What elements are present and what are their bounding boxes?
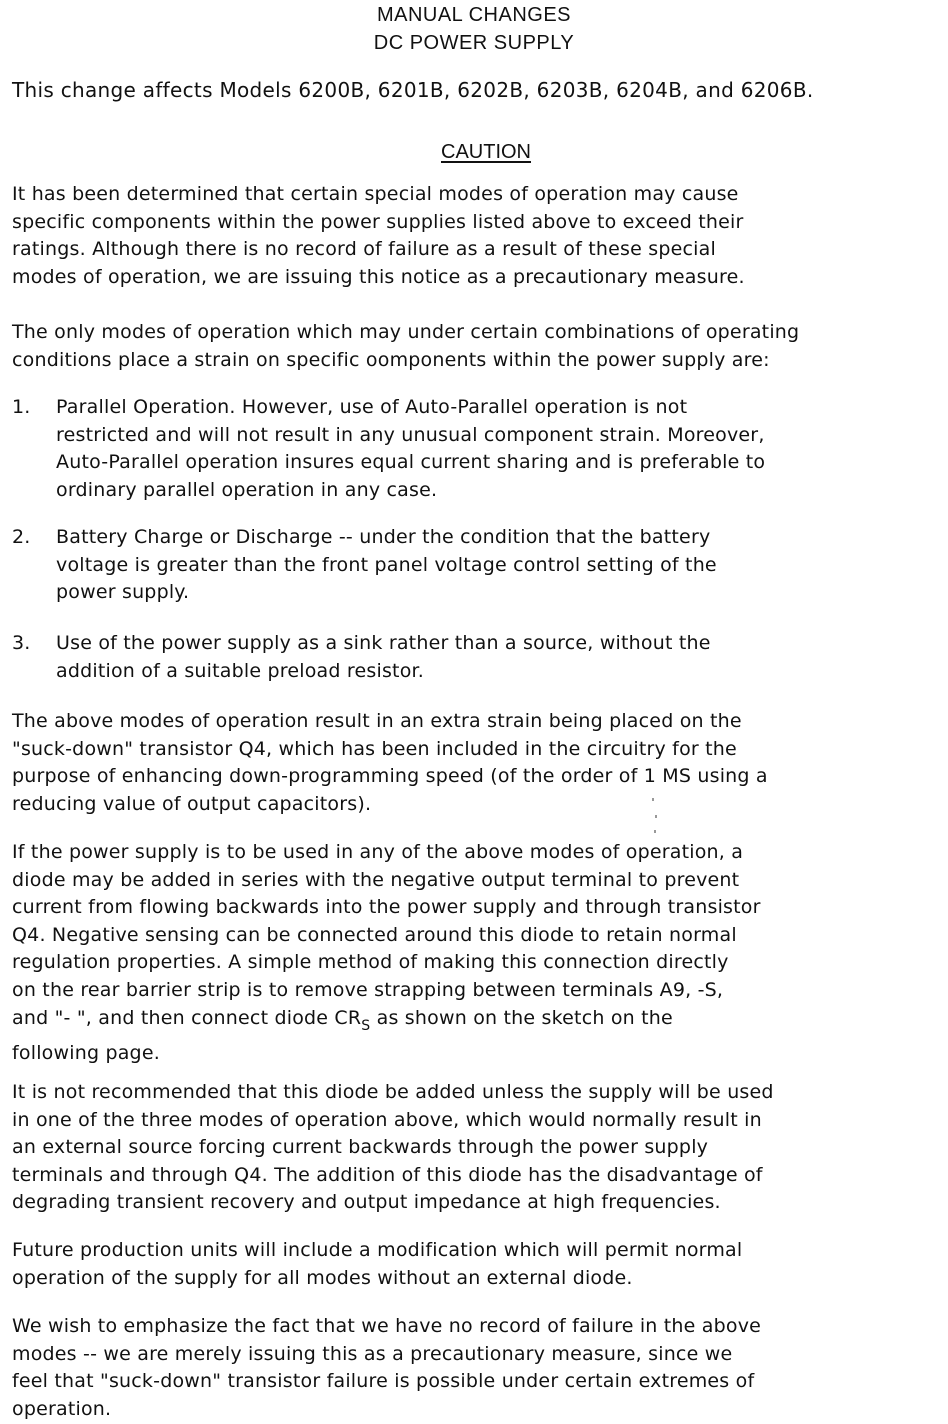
scan-speck [652, 798, 654, 801]
scan-speck [655, 815, 657, 818]
paragraph-diode-fix: If the power supply is to be used in any of the above modes of operation, a diode may be added in series with the negative output terminal to prevent current from flowing backwards into the power supply and through transistor Q4. Negative sensing can be connected around this diode to retain normal regulation properties. A simple method of making this connection directly on the rear barrier strip is to remove strapping between terminals A9, -S, and "- ", and then connect diode $CR_S$ as shown on the sketch on the following page. [12, 841, 761, 1065]
paragraph-future-production: Future production units will include a modification which will permit normal operation of the supply for all modes without an external diode. [12, 1239, 743, 1289]
paragraph-determination: It has been determined that certain special modes of operation may cause specific components within the power supplies listed above to exceed their ratings. Although there is no record of failure as a result of these special modes of operation, we are issuing this notice as a precautionary measure. [12, 183, 745, 288]
caution-heading: CAUTION [441, 141, 531, 163]
header-title: MANUAL CHANGES [376, 4, 572, 26]
list-item-number: 2. [12, 526, 31, 548]
diode-subscript: S [361, 1017, 371, 1034]
paragraph-modes-intro: The only modes of operation which may under certain combinations of operating conditions place a strain on specific oomponents within the power supply are: [12, 321, 800, 371]
list-item-number: 3. [12, 632, 31, 654]
paragraph-recommendation: It is not recommended that this diode be added unless the supply will be used in one of the three modes of operation above, which would normally result in an external source forcing current backwards through the power supply terminals and through Q4. The addition of this diode has the disadvantage of degrading transient recovery and output impedance at high frequencies. [12, 1081, 774, 1214]
paragraph-strain: The above modes of operation result in an extra strain being placed on the "suck-down" transistor Q4, which has been included in the circuitry for the purpose of enhancing down-programming speed (of the order of 1 MS using a reducing value of output capacitors). [12, 710, 768, 815]
affected-models: This change affects Models 6200B, 6201B, 6202B, 6203B, 6204B, and 6206B. [12, 78, 814, 102]
list-item-number: 1. [12, 396, 31, 418]
paragraph-emphasis: We wish to emphasize the fact that we have no record of failure in the above modes -- we are merely issuing this as a precautionary measure, since we feel that "suck-down" transistor failure is possible under certain extremes of operation. [12, 1315, 762, 1420]
document-page: MANUAL CHANGES DC POWER SUPPLY This change affects Models 6200B, 6201B, 6202B, 6203B, 6204B, and 6206B. CAUTION It has been determined that certain special modes of operation may cause specific components within the power supplies listed above to exceed their ratings. Although there is no record of failure as a result of these special modes of operation, we are issuing this notice as a precautionary measure. The only modes of operation which may under certain combinations of operating conditions place a strain on specific oomponents within the power supply are: 1. Parallel Operation. However, use of Auto-Parallel operation is not restricted and will not result in any unusual component strain. Moreover, Auto-Parallel operation insures equal current sharing and is preferable to ordinary parallel operation in any case. 2. Battery Charge or Discharge -- under the condition that the battery voltage is greater than the front panel voltage control setting of the power supply. 3. Use of the power supply as a sink rather than a source, without the addition of a suitable preload resistor. The above modes of operation result in an extra strain being placed on the "suck-down" transistor Q4, which has been included in the circuitry for the purpose of enhancing down-programming speed (of the order of 1 MS using a reducing value of output capacitors). If the power supply is to be used in any of the above modes of operation, a diode may be added in series with the negative output terminal to prevent current from flowing backwards into the power supply and through transistor Q4. Negative sensing can be connected around this diode to retain normal regulation properties. A simple method of making this connection directly on the rear barrier strip is to remove strapping between terminals A9, -S, and "- ", and then connect diode $CR_S$ as shown on the sketch on the following page. It is not recommended that this diode be added unless the supply will be used in one of the three modes of operation above, which would normally result in an external source forcing current backwards through the power supply terminals and through Q4. The addition of this diode has the disadvantage of degrading transient recovery and output impedance at high frequencies. Future production units will include a modification which will permit normal operation of the supply for all modes without an external diode. We wish to emphasize the fact that we have no record of failure in the above modes -- we are merely issuing this as a precautionary measure, since we feel that "suck-down" transistor failure is possible under certain extremes of operation. [0, 0, 948, 1424]
header-subtitle: DC POWER SUPPLY [373, 32, 575, 54]
scan-speck [654, 830, 656, 833]
